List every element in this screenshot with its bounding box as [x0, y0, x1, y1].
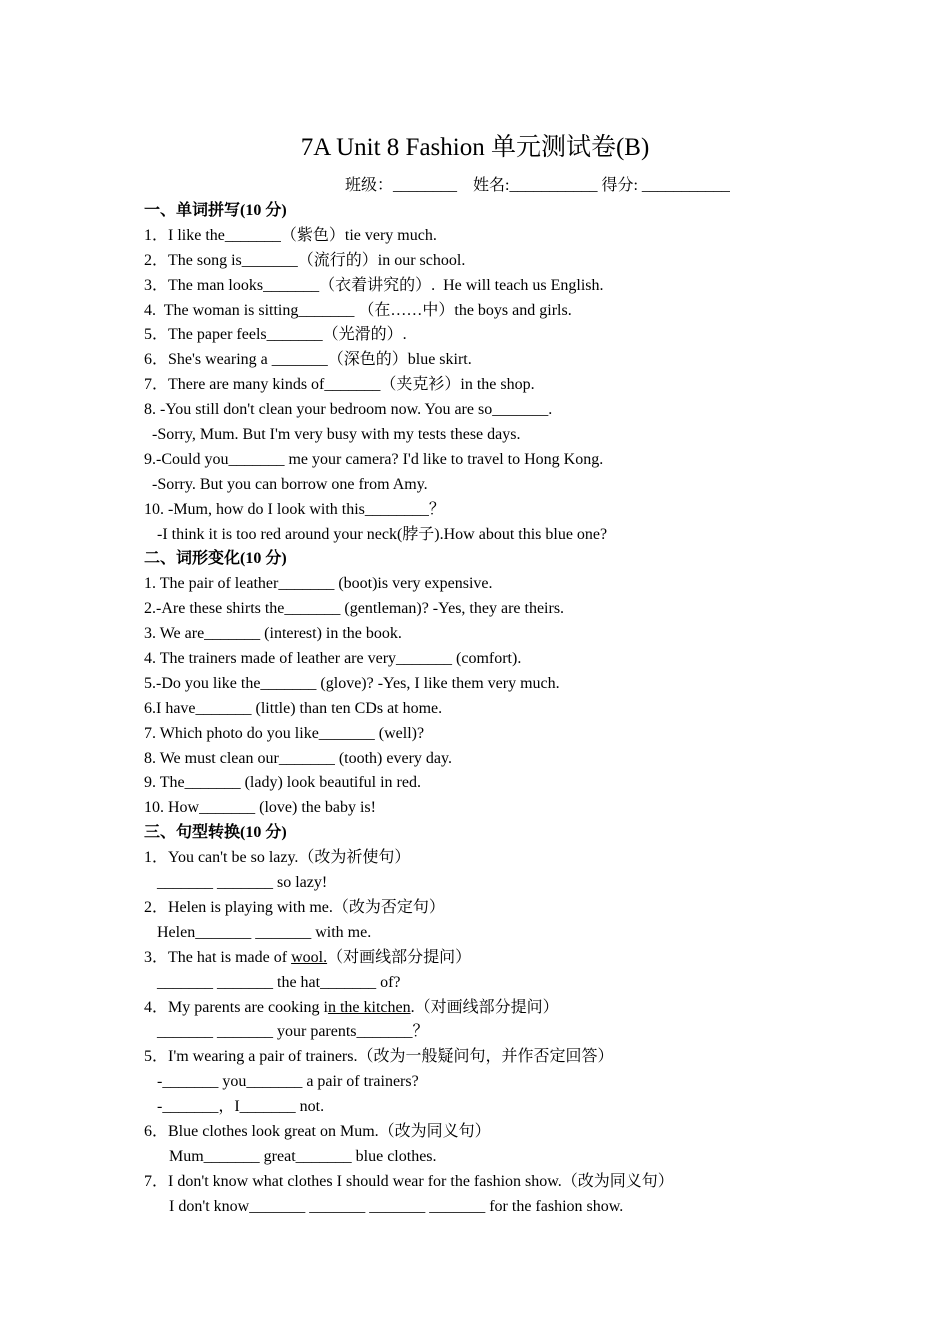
question-instruction: .（对画线部分提问） — [410, 998, 559, 1016]
question-line: 5.-Do you like the_______ (glove)? -Yes, I like them very much. — [144, 674, 560, 692]
question-line: 9. The_______ (lady) look beautiful in red. — [144, 774, 421, 792]
underlined-part: wool. — [291, 948, 328, 966]
question-line: 2．Helen is playing with me.（改为否定句） — [144, 898, 445, 916]
question-text: 4．My parents are cooking i — [144, 998, 328, 1016]
answer-line: I don't know_______ _______ _______ _______ for the fashion show. — [169, 1197, 624, 1215]
question-line: 1．You can't be so lazy.（改为祈使句） — [144, 849, 411, 867]
worksheet-content — [144, 199, 864, 1220]
question-line: 3．The man looks_______（衣着讲究的）. He will teach us English. — [144, 276, 604, 294]
question-line: 10. -Mum, how do I look with this________？ — [144, 500, 445, 518]
question-line: -Sorry, Mum. But I'm very busy with my tests these days. — [152, 426, 521, 444]
question-line: 1．I like the_______（紫色）tie very much. — [144, 226, 437, 244]
question-line — [144, 946, 864, 971]
page-title: 7A Unit 8 Fashion 单元测试卷(B) — [300, 134, 650, 161]
answer-line: _______ _______ so lazy! — [157, 874, 328, 892]
answer-line: Helen_______ _______ with me. — [157, 923, 372, 941]
section-heading-sentence-transform: 三、句型转换(10 分) — [144, 824, 287, 842]
underlined-part: n the kitchen — [327, 998, 411, 1016]
section-heading-spelling: 一、单词拼写(10 分) — [144, 202, 287, 219]
question-line: 8. We must clean our_______ (tooth) every day. — [144, 749, 452, 767]
question-line: 10. How_______ (love) the baby is! — [144, 799, 376, 817]
answer-line: Mum_______ great_______ blue clothes. — [169, 1147, 437, 1165]
section-heading-word-forms: 二、词形变化(10 分) — [144, 550, 287, 568]
answer-line: _______ _______ the hat_______ of? — [157, 973, 401, 991]
question-line: 9.-Could you_______ me your camera? I'd like to travel to Hong Kong. — [144, 450, 604, 468]
question-line: 1. The pair of leather_______ (boot)is very expensive. — [144, 575, 493, 593]
question-line: -Sorry. But you can borrow one from Amy. — [152, 475, 428, 493]
question-line: 6．Blue clothes look great on Mum.（改为同义句） — [144, 1122, 491, 1140]
question-line: 7．There are many kinds of_______（夹克衫）in the shop. — [144, 376, 535, 394]
question-line: 8. -You still don't clean your bedroom now. You are so_______. — [144, 401, 553, 419]
student-info-line: 班级：________ 姓名:___________ 得分: ___________ — [345, 177, 730, 194]
question-line: 5．The paper feels_______（光滑的）. — [144, 326, 407, 344]
question-text: 3．The hat is made of — [144, 948, 292, 966]
question-line — [144, 996, 864, 1021]
question-line: 7. Which photo do you like_______ (well)? — [144, 724, 425, 742]
question-line: 3. We are_______ (interest) in the book. — [144, 625, 402, 643]
answer-line: -_______ you_______ a pair of trainers? — [157, 1073, 419, 1091]
question-line: 5．I'm wearing a pair of trainers.（改为一般疑问句，并作否定回答） — [144, 1048, 614, 1066]
question-line: -I think it is too red around your neck(脖子).How about this blue one? — [157, 525, 608, 543]
answer-line: -_______，I_______ not. — [157, 1098, 325, 1116]
question-line: 7．I don't know what clothes I should wear for the fashion show.（改为同义句） — [144, 1172, 674, 1190]
question-line: 4. The woman is sitting_______ （在……中）the boys and girls. — [144, 301, 572, 319]
question-instruction: （对画线部分提问） — [327, 948, 472, 966]
question-line: 2.-Are these shirts the_______ (gentleman)? -Yes, they are theirs. — [144, 600, 565, 618]
question-line: 6.I have_______ (little) than ten CDs at home. — [144, 699, 443, 717]
question-line: 6．She's wearing a _______（深色的）blue skirt. — [144, 351, 472, 369]
question-line: 4. The trainers made of leather are very_______ (comfort). — [144, 650, 522, 668]
question-line: 2．The song is_______（流行的）in our school. — [144, 251, 466, 269]
answer-line: _______ _______ your parents_______？ — [157, 1023, 429, 1041]
